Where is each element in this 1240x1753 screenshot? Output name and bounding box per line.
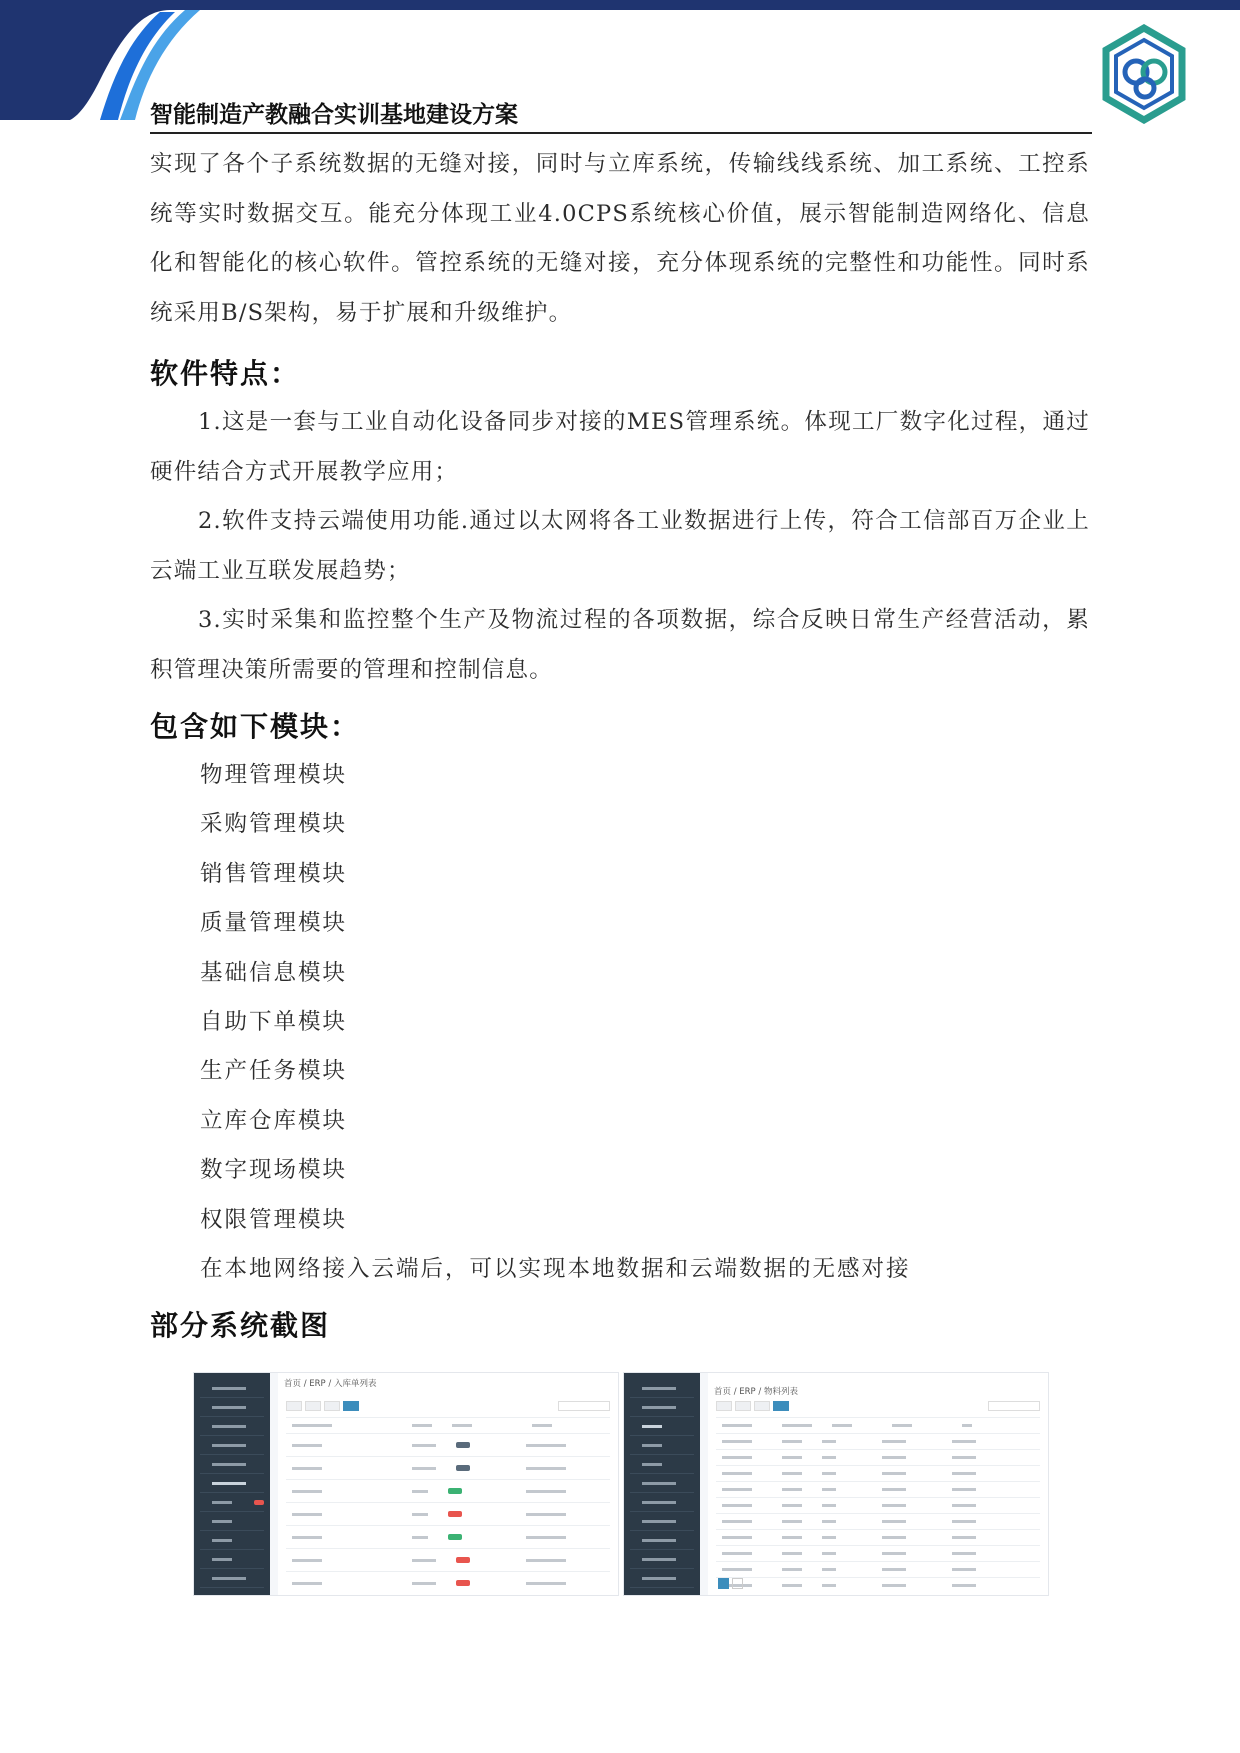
list-item: 立库仓库模块 (200, 1107, 348, 1134)
list-item: 生产任务模块 (200, 1058, 348, 1085)
document-body (150, 140, 1090, 1344)
list-item: 数字现场模块 (200, 1157, 348, 1184)
screenshot-sidebar (624, 1373, 700, 1595)
modules-list (150, 751, 1090, 1294)
list-item: 基础信息模块 (200, 959, 348, 986)
screenshot-breadcrumb: 首页 / ERP / 物料列表 (714, 1387, 798, 1397)
list-item: 在本地网络接入云端后，可以实现本地数据和云端数据的无感对接 (200, 1256, 911, 1283)
list-item: 自助下单模块 (200, 1009, 348, 1036)
list-item: 销售管理模块 (200, 860, 348, 887)
feature-item: 3.实时采集和监控整个生产及物流过程的各项数据，综合反映日常生产经营活动，累积管理决策所需要的管理和控制信息。 (150, 607, 1090, 683)
screenshot-material-list (623, 1372, 1049, 1596)
list-item: 物理管理模块 (200, 762, 348, 788)
feature-item: 2.软件支持云端使用功能.通过以太网将各工业数据进行上传，符合工信部百万企业上云端工业互联发展趋势； (150, 508, 1090, 584)
feature-item: 1.这是一套与工业自动化设备同步对接的MES管理系统。体现工厂数字化过程，通过硬件结合方式开展教学应用； (150, 409, 1090, 485)
modules-heading: 包含如下模块： (150, 710, 361, 743)
document-title: 智能制造产教融合实训基地建设方案 (150, 102, 518, 128)
screenshot-breadcrumb: 首页 / ERP / 入库单列表 (284, 1379, 377, 1389)
screenshot-inbound-list (193, 1372, 619, 1596)
intro-paragraph: 实现了各个子系统数据的无缝对接，同时与立库系统，传输线线系统、加工系统、工控系统等实时数据交互。能充分体现工业4.0CPS系统核心价值，展示智能制造网络化、信息化和智能化的核心软件。管控系统的无缝对接，充分体现系统的完整性和功能性。同时系统采用B/S架构，易于扩展和升级维护。 (150, 151, 1090, 326)
header-divider (150, 132, 1092, 134)
features-heading: 软件特点： (150, 357, 301, 390)
list-item: 质量管理模块 (200, 910, 348, 937)
school-logo-icon (1098, 24, 1190, 124)
list-item: 采购管理模块 (200, 811, 348, 838)
list-item: 权限管理模块 (200, 1206, 348, 1233)
screenshots-heading: 部分系统截图 (150, 1309, 331, 1343)
screenshot-sidebar (194, 1373, 270, 1595)
